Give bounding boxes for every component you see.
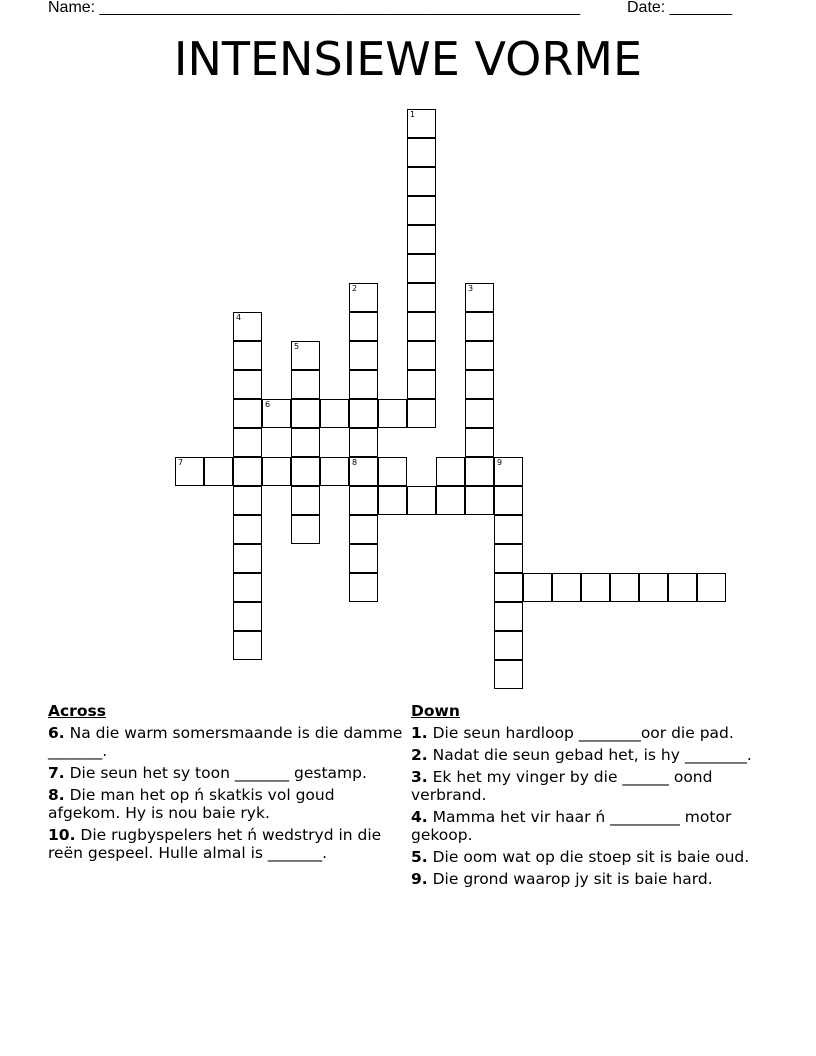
date-field-label: Date: _______: [627, 0, 732, 16]
grid-cell[interactable]: [233, 631, 262, 660]
grid-cell[interactable]: [668, 573, 697, 602]
grid-cell[interactable]: [523, 573, 552, 602]
clue-number: 9: [497, 458, 503, 467]
grid-cell[interactable]: [552, 573, 581, 602]
grid-cell[interactable]: [494, 631, 523, 660]
grid-cell[interactable]: [349, 370, 378, 399]
grid-cell[interactable]: [407, 167, 436, 196]
grid-cell[interactable]: [407, 254, 436, 283]
grid-cell[interactable]: [291, 341, 320, 370]
grid-cell[interactable]: [320, 457, 349, 486]
grid-cell[interactable]: [407, 109, 436, 138]
grid-cell[interactable]: [639, 573, 668, 602]
across-heading: Across: [48, 702, 106, 720]
clue-across-8: 8. Die man het op ń skatkis vol goud afgekom. Hy is nou baie ryk.: [48, 786, 335, 822]
grid-cell[interactable]: [581, 573, 610, 602]
grid-cell[interactable]: [233, 370, 262, 399]
clue-across-10: 10. Die rugbyspelers het ń wedstryd in die reën gespeel. Hulle almal is _______.: [48, 826, 382, 862]
grid-cell[interactable]: [407, 138, 436, 167]
clue-down-1: 1. Die seun hardloop ________oor die pad.: [411, 724, 734, 742]
grid-cell[interactable]: [233, 486, 262, 515]
grid-cell[interactable]: [407, 283, 436, 312]
grid-cell[interactable]: [349, 312, 378, 341]
grid-cell[interactable]: [610, 573, 639, 602]
grid-cell[interactable]: [494, 457, 523, 486]
clue-number: 8: [352, 458, 358, 467]
grid-cell[interactable]: [407, 225, 436, 254]
grid-cell[interactable]: [436, 486, 465, 515]
clue-number: 6: [265, 400, 271, 409]
grid-cell[interactable]: [349, 428, 378, 457]
grid-cell[interactable]: [349, 515, 378, 544]
grid-cell[interactable]: [407, 486, 436, 515]
grid-cell[interactable]: [233, 573, 262, 602]
grid-cell[interactable]: [407, 196, 436, 225]
grid-cell[interactable]: [291, 428, 320, 457]
grid-cell[interactable]: [465, 283, 494, 312]
grid-cell[interactable]: [378, 399, 407, 428]
down-heading: Down: [411, 702, 460, 720]
grid-cell[interactable]: [378, 486, 407, 515]
grid-cell[interactable]: [262, 399, 291, 428]
grid-cell[interactable]: [349, 341, 378, 370]
grid-cell[interactable]: [407, 341, 436, 370]
name-field-label: Name: ______________________________________________________: [48, 0, 581, 16]
clue-number: 1: [410, 110, 416, 119]
grid-cell[interactable]: [233, 341, 262, 370]
grid-cell[interactable]: [320, 399, 349, 428]
across-clues: [48, 702, 404, 866]
grid-cell[interactable]: [233, 399, 262, 428]
clue-across-6: 6. Na die warm somersmaande is die damme _______.: [48, 724, 403, 760]
clue-number: 3: [468, 284, 474, 293]
grid-cell[interactable]: [233, 457, 262, 486]
grid-cell[interactable]: [233, 515, 262, 544]
grid-cell[interactable]: [465, 370, 494, 399]
grid-cell[interactable]: [436, 457, 465, 486]
grid-cell[interactable]: [233, 312, 262, 341]
grid-cell[interactable]: [378, 457, 407, 486]
grid-cell[interactable]: [349, 544, 378, 573]
puzzle-title: INTENSIEWE VORME: [173, 32, 643, 86]
clue-down-4: 4. Mamma het vir haar ń _________ motor gekoop.: [411, 808, 732, 844]
clue-number: 5: [294, 342, 300, 351]
grid-cell[interactable]: [494, 602, 523, 631]
grid-cell[interactable]: [407, 370, 436, 399]
grid-cell[interactable]: [407, 399, 436, 428]
clue-across-7: 7. Die seun het sy toon _______ gestamp.: [48, 764, 367, 782]
clue-down-2: 2. Nadat die seun gebad het, is hy ________.: [411, 746, 752, 764]
grid-cell[interactable]: [291, 515, 320, 544]
grid-cell[interactable]: [262, 457, 291, 486]
clue-number: 2: [352, 284, 358, 293]
grid-cell[interactable]: [291, 457, 320, 486]
grid-cell[interactable]: [349, 457, 378, 486]
grid-cell[interactable]: [291, 486, 320, 515]
grid-cell[interactable]: [697, 573, 726, 602]
down-clues: [411, 702, 761, 892]
grid-cell[interactable]: [204, 457, 233, 486]
grid-cell[interactable]: [233, 544, 262, 573]
grid-cell[interactable]: [175, 457, 204, 486]
grid-cell[interactable]: [494, 515, 523, 544]
grid-cell[interactable]: [349, 399, 378, 428]
grid-cell[interactable]: [465, 341, 494, 370]
grid-cell[interactable]: [291, 370, 320, 399]
grid-cell[interactable]: [465, 399, 494, 428]
grid-cell[interactable]: [465, 428, 494, 457]
grid-cell[interactable]: [494, 544, 523, 573]
grid-cell[interactable]: [407, 312, 436, 341]
grid-cell[interactable]: [465, 312, 494, 341]
grid-cell[interactable]: [349, 486, 378, 515]
clue-down-5: 5. Die oom wat op die stoep sit is baie oud.: [411, 848, 750, 866]
grid-cell[interactable]: [465, 457, 494, 486]
grid-cell[interactable]: [494, 573, 523, 602]
grid-cell[interactable]: [291, 399, 320, 428]
grid-cell[interactable]: [233, 602, 262, 631]
grid-cell[interactable]: [233, 428, 262, 457]
grid-cell[interactable]: [494, 660, 523, 689]
grid-cell[interactable]: [349, 573, 378, 602]
clue-number: 4: [236, 313, 242, 322]
grid-cell[interactable]: [349, 283, 378, 312]
grid-cell[interactable]: [465, 486, 494, 515]
clue-down-3: 3. Ek het my vinger by die ______ oond verbrand.: [411, 768, 713, 804]
clue-down-9: 9. Die grond waarop jy sit is baie hard.: [411, 870, 713, 888]
grid-cell[interactable]: [494, 486, 523, 515]
clue-number: 7: [178, 458, 184, 467]
